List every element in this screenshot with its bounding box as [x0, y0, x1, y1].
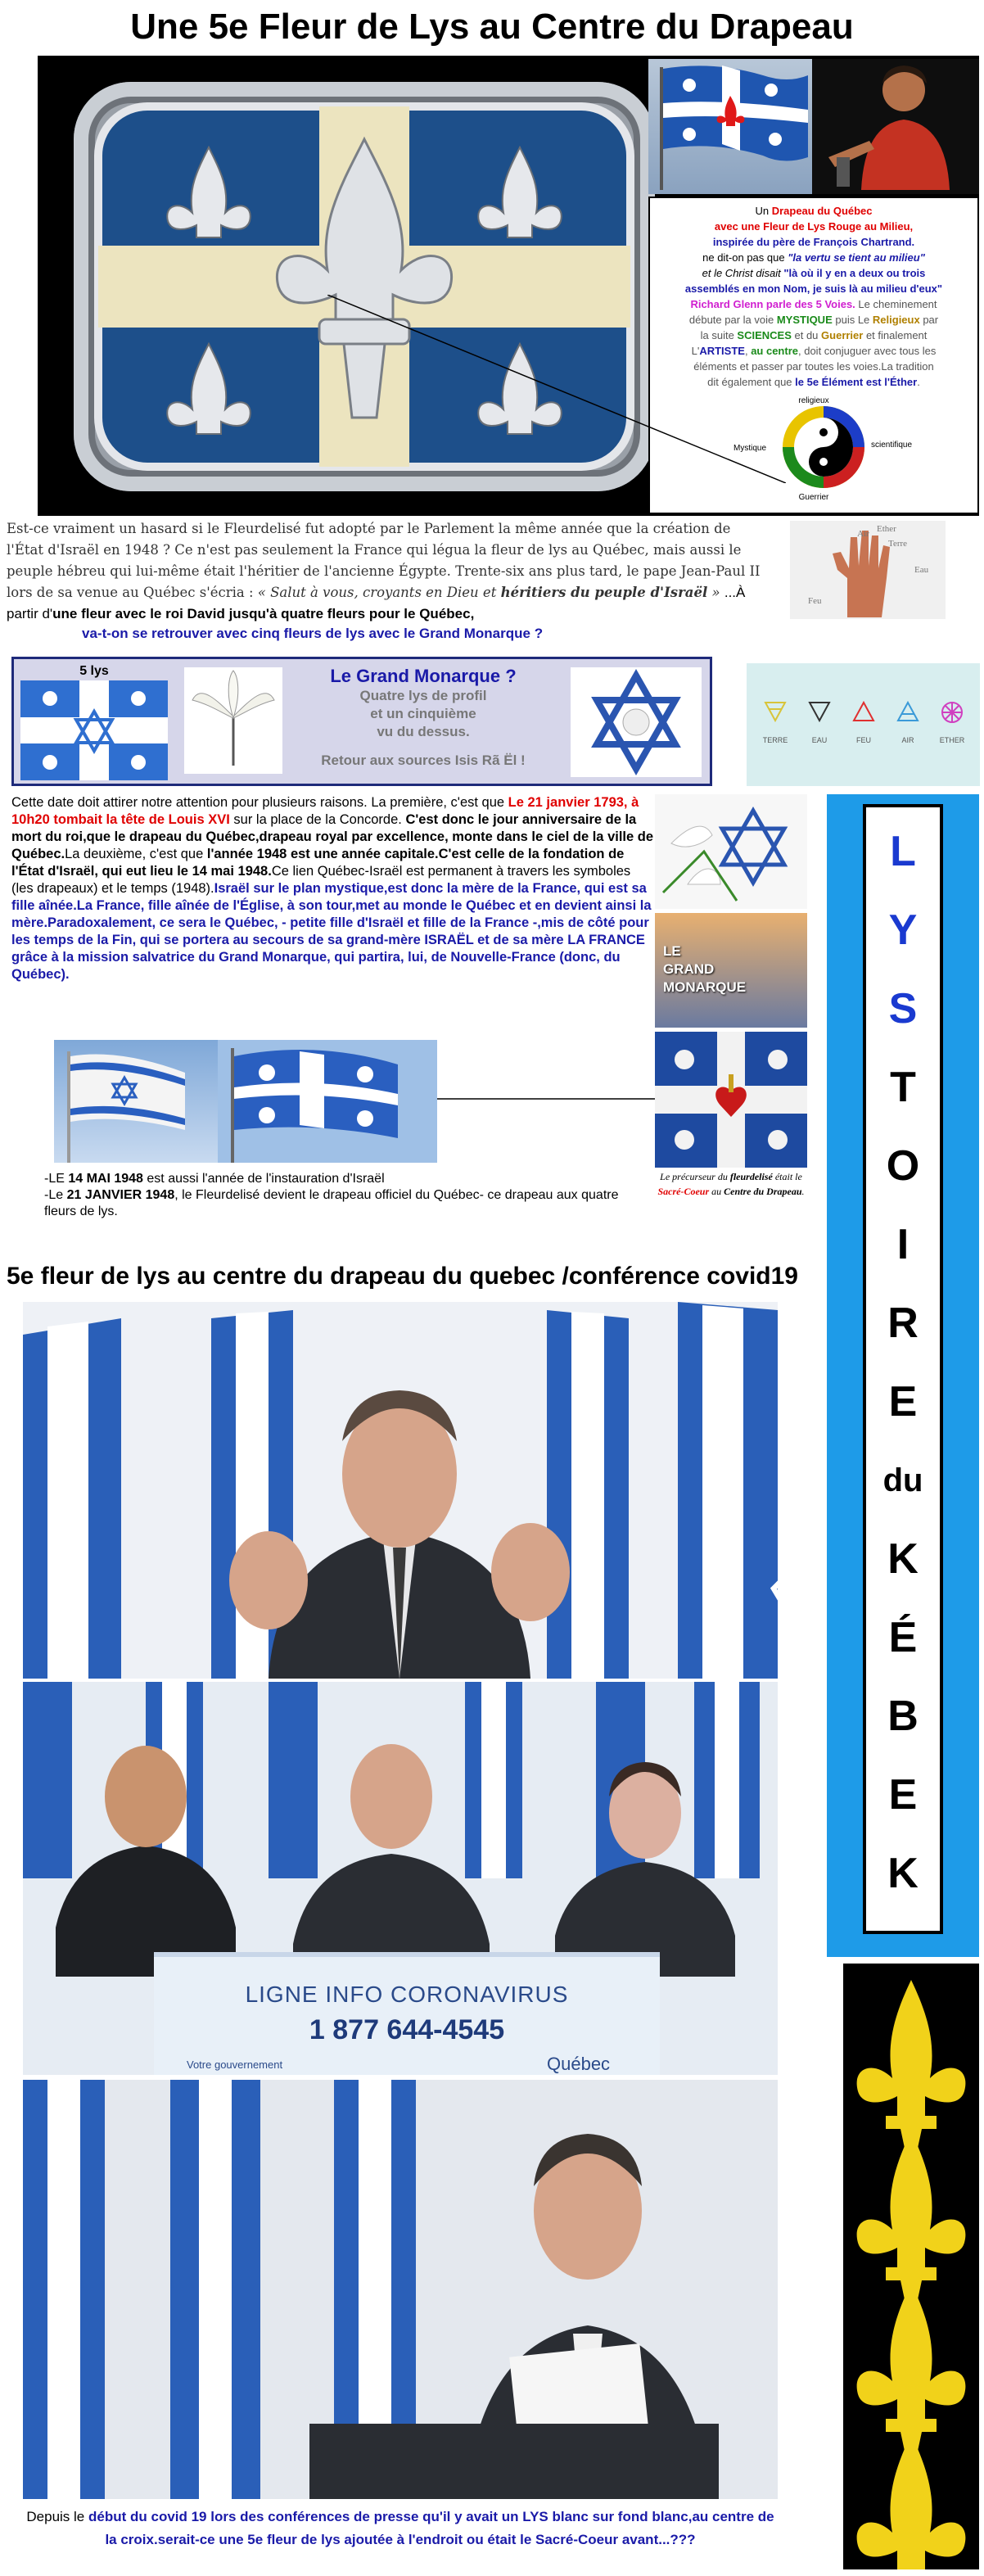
side-letter: R	[887, 1299, 919, 1347]
side-letter: du	[882, 1462, 923, 1498]
lys-histoire-column	[827, 794, 979, 1957]
hand-label-feu: Feu	[808, 596, 822, 606]
element-symbol-icon	[895, 699, 921, 725]
page-title: Une 5e Fleur de Lys au Centre du Drapeau	[130, 7, 854, 47]
wheel-label-right: scientifique	[871, 441, 913, 450]
element-symbol-label: ETHER	[939, 736, 965, 744]
lys-histoire-letters-box	[863, 804, 943, 1934]
banner-footer: Retour aux sources Isis Rã Ël !	[321, 752, 526, 768]
lily-star-image	[655, 794, 807, 909]
sacred-heart-caption: Le précurseur du fleurdelisé était le Sacré-Coeur au Centre du Drapeau.	[657, 1171, 805, 1197]
element-symbol-icon	[851, 699, 877, 725]
hand-label-terre: Terre	[888, 539, 908, 549]
banner-sub1: Quatre lys de profil	[359, 688, 487, 703]
side-letter: E	[888, 1771, 918, 1819]
monarque-question: va-t-on se retrouver avec cinq fleurs de lys avec le Grand Monarque ?	[82, 626, 544, 641]
grand-monarque-banner	[11, 657, 712, 786]
covid-heading: 5e fleur de lys au centre du drapeau du quebec /conférence covid19	[7, 1263, 798, 1290]
press-conference-photo-3	[23, 2080, 778, 2499]
podium-line-2: 1 877 644-4545	[309, 2014, 505, 2045]
banner-text	[292, 666, 554, 769]
grand-monarque-image	[655, 913, 807, 1028]
sacred-heart-flag-image	[655, 1032, 807, 1168]
coronavirus-podium	[154, 1952, 660, 2075]
speaker-photo	[812, 59, 979, 194]
element-symbol-label: EAU	[811, 736, 828, 744]
side-letter: B	[887, 1692, 919, 1740]
hand-label-eau: Eau	[914, 565, 929, 575]
monarque-image-text: LE GRAND MONARQUE	[663, 943, 747, 995]
element-symbol	[930, 699, 974, 757]
five-lys-label: 5 lys	[79, 664, 109, 678]
element-symbol	[886, 699, 930, 757]
podium-left-logo: Votre gouvernement	[187, 2059, 283, 2071]
star-of-david-lily-image	[571, 667, 702, 777]
element-symbol-icon	[806, 699, 833, 725]
hand-elements-image	[790, 521, 946, 619]
banner-sub2: et un cinquième	[370, 706, 476, 721]
lily-flower-image	[184, 667, 282, 774]
element-symbol	[842, 699, 886, 757]
press-conference-photo-2	[23, 1682, 778, 2075]
side-letter: Y	[888, 906, 918, 954]
flags-connector-line	[437, 1097, 655, 1100]
connector-line	[327, 295, 786, 483]
element-symbol	[753, 699, 797, 757]
side-letter: E	[888, 1378, 918, 1426]
press-conference-photo-1	[23, 1302, 778, 1679]
banner-sub3: vu du dessus.	[377, 724, 470, 739]
element-symbol-icon	[762, 699, 788, 725]
podium-line-1: LIGNE INFO CORONAVIRUS	[245, 1982, 569, 2007]
side-letter: I	[896, 1221, 910, 1268]
hand-label-ether: Ether	[877, 524, 896, 534]
israel-quebec-flags-photo	[54, 1040, 437, 1163]
five-lys-flag	[20, 664, 168, 780]
date-paragraph: Cette date doit attirer notre attention pour plusieurs raisons. La première, c'est que Le 21 janvier 1793, à 10h20 tombait la tête de Louis XVI sur la place de la Concorde. C'est donc le jour anniversaire de la mort du roi,que le drapeau du Québec,drapeau royal par excellence, monte dans le ciel de la ville de Québec.La deuxième, c'est que l'année 1948 est une année capitale.C'est celle de la fondation de l'État d'Israël, qui eut lieu le 14 mai 1948.Ce lien Québec-Israël est permanent à travers les symboles (les drapeaux) et le temps (1948).Israël sur le plan mystique,est donc la mère de la France, qui est sa fille aînée.La France, fille aînée de l'Église, à son tour,met au monde le Québec et en devient ainsi la mère.Paradoxalement, ce sera le Québec, - petite fille d'Israël et fille de la France -,mis de côté pour les temps de la Fin, qui se portera au secours de sa grand-mère ISRAËL et de sa mère LA FRANCE grâce à la mission salvatrice du Grand Monarque, qui partira, lui, de Nouvelle-France (donc, du Québec).	[11, 795, 654, 982]
intro-paragraph: Est-ce vraiment un hasard si le Fleurdelisé fut adopté par le Parlement la même année que la création de l'État d'Israël en 1948 ? Ce n'est pas seulement la France qui légua la fleur de lys au Québec, mais aussi le peuple hébreu qui lui-même était l'héritier de l'ancienne Égypte. Trente-six ans plus tard, le pape Jean-Paul II lors de sa venue au Québec s'écria : « Salut à vous, croyants en Dieu et héritiers du peuple d'Israël » ...À partir d'une fleur avec le roi David jusqu'à quatre fleurs pour le Québec,	[7, 521, 761, 621]
hand-label-air: Air	[857, 529, 869, 539]
side-letter: K	[887, 1535, 919, 1583]
side-letter: É	[888, 1614, 918, 1661]
bottom-caption: Depuis le début du covid 19 lors des conférences de presse qu'il y avait un LYS blanc sur fond blanc,au centre de la croix.serait-ce une 5e fleur de lys ajoutée à l'endroit ou était le Sacré-Coeur avant...???	[26, 2509, 774, 2547]
side-letters	[866, 807, 940, 1913]
side-letter: S	[888, 985, 918, 1033]
side-letter: L	[890, 828, 916, 875]
red-lys-flag-photo	[648, 59, 812, 194]
element-symbol	[797, 699, 842, 757]
wheel-label-bottom: Guerrier	[798, 493, 829, 502]
dates-note: -LE 14 MAI 1948 est aussi l'année de l'instauration d'Israël -Le 21 JANVIER 1948, le Fleurdelisé devient le drapeau officiel du Québec- ce drapeau aux quatre fleurs de lys.	[44, 1172, 619, 1218]
wheel-label-left: Mystique	[733, 444, 767, 453]
wheel-label-top: religieux	[798, 396, 829, 405]
flag-info-box: Un Drapeau du Québec avec une Fleur de Lys Rouge au Milieu, inspirée du père de François Chartrand. ne dit-on pas que "la vertu se tient au milieu" et le Christ disait "là où il y en a deux ou trois assemblés en mon Nom, je suis là au milieu d'eux" Richard Glenn parle des 5 Voies. Le cheminement débute par la voie MYSTIQUE puis Le Religieux par la suite SCIENCES et du Guerrier et finalement L'ARTISTE, au centre, doit conjuguer avec tous les éléments et passer par toutes les voies.La tradition dit également que le 5e Élément est l'Éther. religieux Mystique scientifique Guerrier	[648, 197, 979, 514]
elements-row	[753, 699, 974, 757]
elements-symbols-panel	[747, 663, 980, 786]
gold-fleur-column	[843, 1964, 979, 2569]
side-letter: O	[886, 1142, 920, 1190]
side-letter: K	[887, 1850, 919, 1897]
element-symbol-icon	[939, 699, 965, 725]
element-symbol-label: AIR	[901, 736, 914, 744]
element-symbol-label: TERRE	[762, 736, 788, 744]
element-symbol-label: FEU	[856, 736, 871, 744]
side-letter: T	[890, 1064, 916, 1111]
banner-heading: Le Grand Monarque ?	[330, 666, 517, 686]
podium-right-logo: Québec	[547, 2054, 611, 2074]
